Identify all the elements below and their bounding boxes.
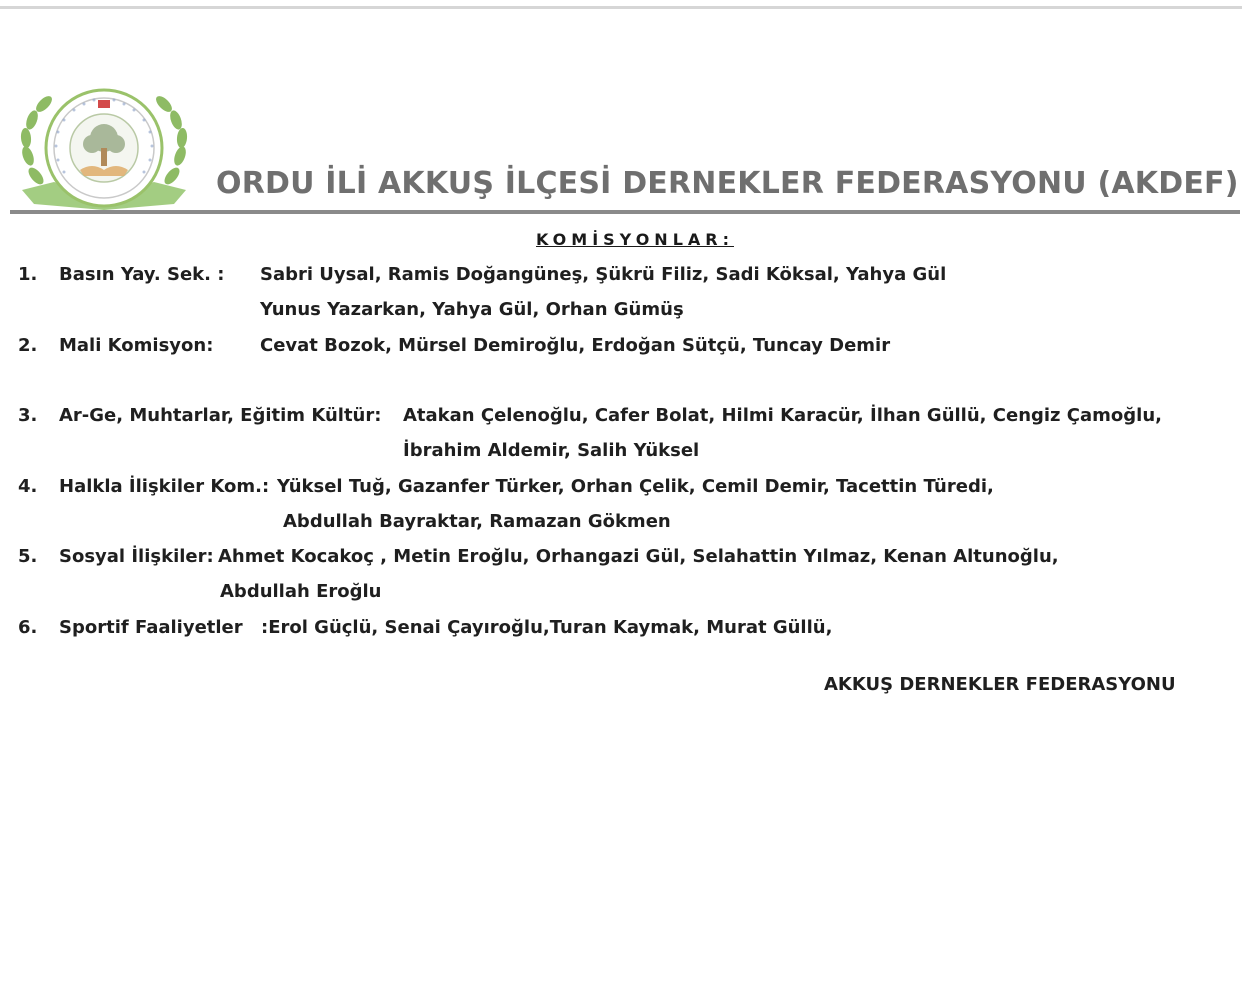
commission-label: Mali Komisyon: <box>59 335 214 356</box>
page-title: ORDU İLİ AKKUŞ İLÇESİ DERNEKLER FEDERASYONU (AKDEF) <box>216 166 1239 201</box>
item-number: 5. <box>18 546 38 567</box>
commission-members-continued: Yunus Yazarkan, Yahya Gül, Orhan Gümüş <box>260 299 684 320</box>
commission-label: Ar-Ge, Muhtarlar, Eğitim Kültür: <box>59 405 382 426</box>
header-divider <box>10 210 1240 214</box>
signature: AKKUŞ DERNEKLER FEDERASYONU <box>824 674 1176 695</box>
commission-members: Ahmet Kocakoç , Metin Eroğlu, Orhangazi Gül, Selahattin Yılmaz, Kenan Altunoğlu, <box>218 546 1059 567</box>
commission-label: Sosyal İlişkiler: <box>59 546 214 567</box>
commission-members-continued: İbrahim Aldemir, Salih Yüksel <box>403 440 700 461</box>
commission-members-continued: Abdullah Bayraktar, Ramazan Gökmen <box>283 511 671 532</box>
top-border <box>0 6 1242 9</box>
item-number: 1. <box>18 264 38 285</box>
commission-members: Sabri Uysal, Ramis Doğangüneş, Şükrü Filiz, Sadi Köksal, Yahya Gül <box>260 264 947 285</box>
item-number: 3. <box>18 405 38 426</box>
commission-label: Basın Yay. Sek. : <box>59 264 225 285</box>
commission-label: Halkla İlişkiler Kom.: <box>59 476 270 497</box>
commission-members-continued: Abdullah Eroğlu <box>220 581 382 602</box>
akdef-seal-logo-icon <box>14 86 194 212</box>
commission-members: Yüksel Tuğ, Gazanfer Türker, Orhan Çelik, Cemil Demir, Tacettin Türedi, <box>277 476 994 497</box>
commission-members: Atakan Çelenoğlu, Cafer Bolat, Hilmi Karacür, İlhan Güllü, Cengiz Çamoğlu, <box>403 405 1162 426</box>
item-number: 4. <box>18 476 38 497</box>
commission-members: :Erol Güçlü, Senai Çayıroğlu,Turan Kaymak, Murat Güllü, <box>261 617 833 638</box>
item-number: 6. <box>18 617 38 638</box>
commission-members: Cevat Bozok, Mürsel Demiroğlu, Erdoğan Sütçü, Tuncay Demir <box>260 335 891 356</box>
item-number: 2. <box>18 335 38 356</box>
section-title: KOMİSYONLAR: <box>536 230 734 249</box>
commission-label: Sportif Faaliyetler <box>59 617 243 638</box>
